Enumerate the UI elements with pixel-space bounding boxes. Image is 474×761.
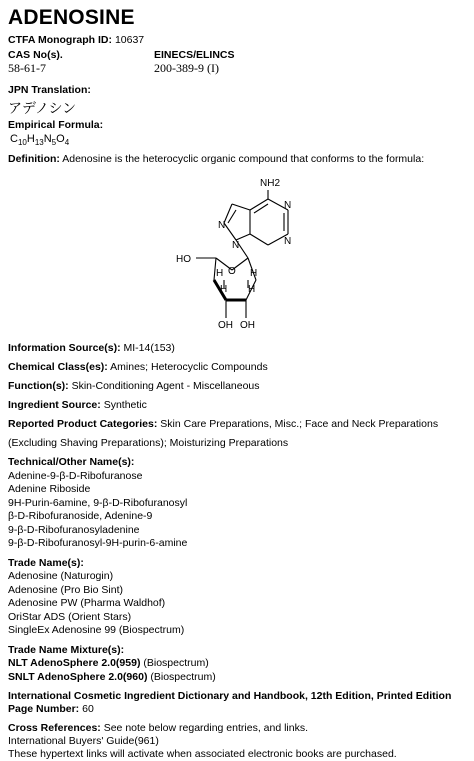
- monograph-id-row: [8, 34, 468, 47]
- list-item: 9-β-D-Ribofuranosyl-9H-purin-6-amine: [8, 537, 188, 550]
- formula-label: Empirical Formula:: [8, 119, 104, 131]
- page-number-value: 60: [82, 703, 94, 716]
- list-item: 9H-Purin-6amine, 9-β-D-Ribofuranosyl: [8, 496, 188, 509]
- structure-n-label: N: [284, 200, 292, 212]
- structure-h-label: H: [216, 268, 224, 280]
- product-categories-line2: (Excluding Shaving Preparations); Moisturizing Preparations: [8, 437, 289, 450]
- product-categories-line1: Skin Care Preparations, Misc.; Face and Neck Preparations: [160, 418, 439, 431]
- definition-row: [8, 153, 468, 166]
- mixture-link[interactable]: SNLT AdenoSphere 2.0(960): [8, 670, 148, 683]
- technical-names-label: Technical/Other Name(s):: [8, 456, 135, 469]
- ingredient-source-row: [8, 399, 468, 412]
- chemical-structure: [8, 166, 468, 342]
- chemical-class-row: [8, 361, 468, 374]
- cross-references-row: [8, 722, 468, 735]
- structure-n-label: N: [218, 220, 226, 232]
- cas-label: CAS No(s).: [8, 49, 63, 61]
- trade-mixtures-label: Trade Name Mixture(s):: [8, 643, 125, 656]
- structure-h-label: H: [220, 284, 228, 296]
- definition-text: Adenosine is the heterocyclic organic compound that conforms to the formula:: [62, 153, 425, 166]
- list-item: Adenine Riboside: [8, 483, 91, 496]
- list-item: β-D-Ribofuranoside, Adenine-9: [8, 510, 153, 523]
- cas-value: 58-61-7: [8, 61, 46, 75]
- structure-n-label: N: [232, 240, 240, 252]
- page-number-row: [8, 703, 468, 716]
- info-source-value: MI-14(153): [123, 342, 175, 355]
- list-item: 9-β-D-Ribofuranosyladenine: [8, 523, 140, 536]
- monograph-id-value: 10637: [114, 34, 145, 46]
- list-item: SNLT AdenoSphere 2.0(960) (Biospectrum): [8, 670, 216, 683]
- functions-label: Function(s):: [8, 380, 69, 393]
- jpn-label: JPN Translation:: [8, 84, 91, 96]
- structure-nh2-label: NH2: [260, 178, 281, 190]
- list-item: Adenosine (Pro Bio Sint): [8, 583, 123, 596]
- cas-einecs-block: [8, 49, 468, 75]
- list-item: Adenine-9-β-D-Ribofuranose: [8, 469, 143, 482]
- page-number-label: Page Number:: [8, 703, 80, 716]
- structure-n-label: N: [284, 236, 292, 248]
- mixture-link[interactable]: NLT AdenoSphere 2.0(959): [8, 657, 141, 670]
- trade-names-label: Trade Name(s):: [8, 556, 84, 569]
- list-item: NLT AdenoSphere 2.0(959) (Biospectrum): [8, 657, 209, 670]
- einecs-value: 200-389-9 (I): [154, 61, 219, 75]
- structure-ho-label: HO: [176, 254, 191, 266]
- monograph-id-label: CTFA Monograph ID:: [8, 34, 113, 46]
- page-title: ADENOSINE: [8, 6, 135, 29]
- functions-value: Skin-Conditioning Agent - Miscellaneous: [71, 380, 260, 393]
- buyers-guide-link[interactable]: International Buyers' Guide(961): [8, 735, 159, 748]
- list-item: Adenosine (Naturogin): [8, 570, 114, 583]
- ingredient-source-label: Ingredient Source:: [8, 399, 101, 412]
- list-item: Adenosine PW (Pharma Waldhof): [8, 597, 166, 610]
- product-categories-row: [8, 418, 468, 431]
- technical-names-list: [8, 456, 468, 551]
- ingredient-source-value: Synthetic: [103, 399, 147, 412]
- jpn-value: アデノシン: [8, 100, 77, 116]
- chemical-class-value: Amines; Heterocyclic Compounds: [110, 361, 268, 374]
- trade-names-list: [8, 557, 468, 638]
- structure-o-label: O: [228, 266, 236, 278]
- structure-h-label: H: [248, 284, 256, 296]
- info-source-label: Information Source(s):: [8, 342, 121, 355]
- structure-oh-label: OH: [240, 320, 255, 332]
- monograph-page: [8, 6, 468, 761]
- chemical-class-label: Chemical Class(es):: [8, 361, 108, 374]
- definition-label: Definition:: [8, 153, 60, 166]
- hypertext-note: These hypertext links will activate when associated electronic books are purchased.: [8, 748, 397, 761]
- list-item: SingleEx Adenosine 99 (Biospectrum): [8, 624, 185, 637]
- trade-mixtures-list: [8, 644, 468, 685]
- structure-oh-label: OH: [218, 320, 233, 332]
- cross-references-label: Cross References:: [8, 722, 101, 735]
- product-categories-label: Reported Product Categories:: [8, 418, 158, 431]
- adenosine-structure-diagram: [166, 168, 314, 340]
- cross-references-value: See note below regarding entries, and links.: [103, 722, 309, 735]
- structure-h-label: H: [250, 268, 258, 280]
- list-item: OriStar ADS (Orient Stars): [8, 610, 132, 623]
- einecs-label: EINECS/ELINCS: [154, 49, 235, 61]
- dictionary-title: International Cosmetic Ingredient Dictionary and Handbook, 12th Edition, Printed Edition: [8, 690, 452, 703]
- functions-row: [8, 380, 468, 393]
- empirical-formula: $C_{10}H_{13}N_5O_4$: [10, 133, 70, 148]
- info-source-row: [8, 342, 468, 355]
